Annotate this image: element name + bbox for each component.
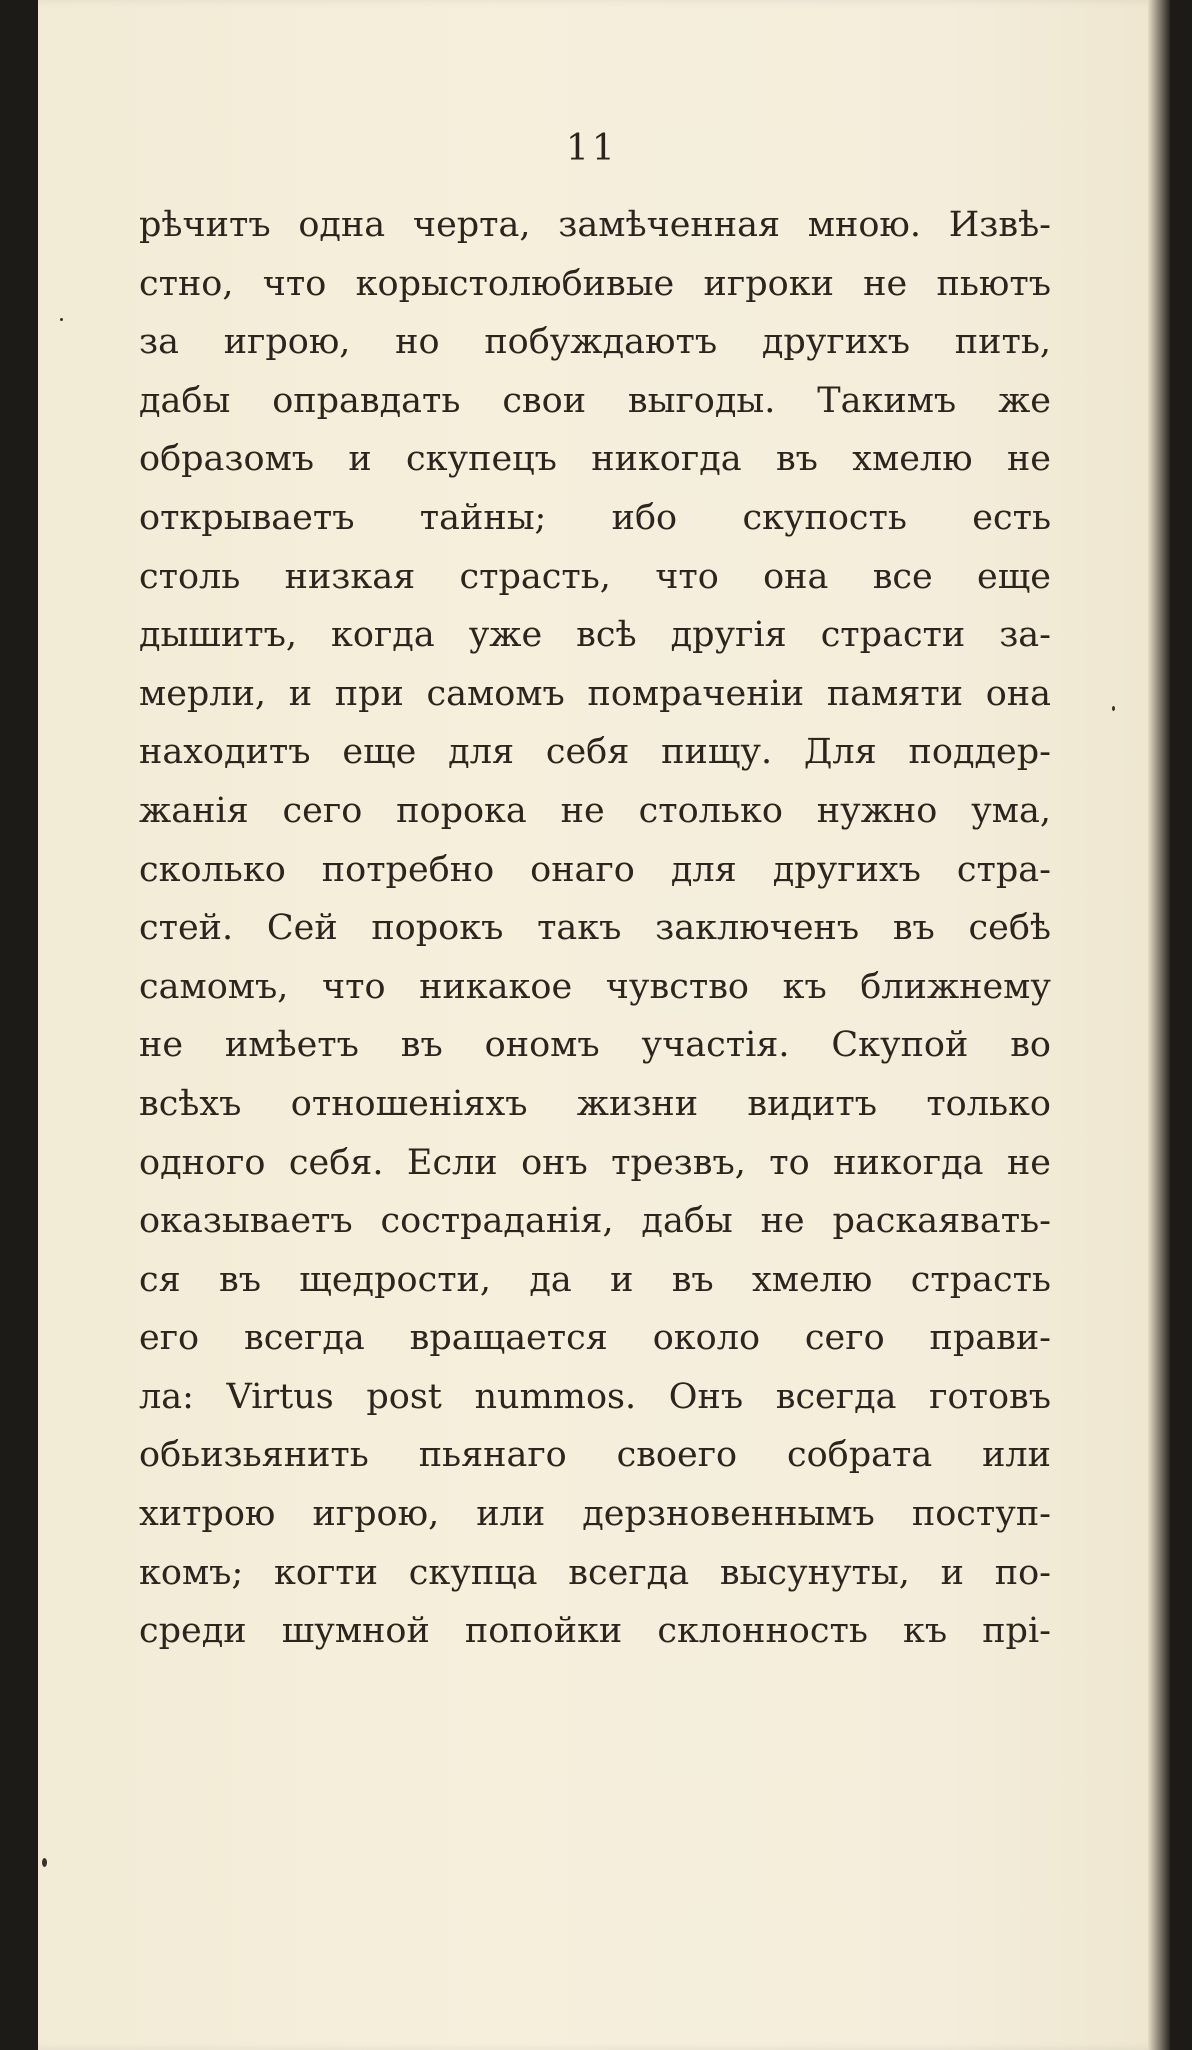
text-line: ла: Virtus post nummos. Онъ всегда готовъ	[139, 1376, 1051, 1417]
text-line: дабы оправдать свои выгоды. Такимъ же	[139, 380, 1051, 421]
text-line: открываетъ тайны; ибо скупость есть	[139, 497, 1051, 538]
text-line: стей. Сей порокъ такъ заключенъ въ себѣ	[139, 908, 1051, 949]
text-line: одного себя. Если онъ трезвъ, то никогда не	[139, 1142, 1051, 1183]
text-line: столь низкая страсть, что она все еще	[139, 556, 1051, 597]
body-text	[139, 196, 1051, 1661]
text-line: не имѣетъ въ ономъ участія. Скупой во	[139, 1025, 1051, 1066]
text-line: жанія сего порока не столько нужно ума,	[139, 790, 1051, 831]
book-page	[38, 0, 1170, 2050]
page-number: 11	[566, 128, 618, 169]
text-line: оказываетъ состраданія, дабы не раскаявать-	[139, 1201, 1051, 1242]
text-line: находитъ еще для себя пищу. Для поддер-	[139, 732, 1051, 773]
text-line: его всегда вращается около сего прави-	[139, 1318, 1051, 1359]
text-line: среди шумной попойки склонность къ прі-	[139, 1611, 1051, 1652]
ink-speck	[42, 1858, 47, 1867]
ink-speck	[60, 318, 63, 321]
text-line: дышитъ, когда уже всѣ другія страсти за-	[139, 615, 1051, 656]
text-line: ся въ щедрости, да и въ хмелю страсть	[139, 1259, 1051, 1300]
text-line: за игрою, но побуждаютъ другихъ пить,	[139, 322, 1051, 363]
text-line: комъ; когти скупца всегда высунуты, и по-	[139, 1552, 1051, 1593]
text-line: сколько потребно онаго для другихъ стра-	[139, 849, 1051, 890]
text-line: самомъ, что никакое чувство къ ближнему	[139, 966, 1051, 1007]
text-line: образомъ и скупецъ никогда въ хмелю не	[139, 439, 1051, 480]
ink-speck	[1112, 706, 1115, 711]
text-line: обьизьянить пьянаго своего собрата или	[139, 1435, 1051, 1476]
page-edge	[1148, 0, 1170, 2050]
text-line: всѣхъ отношеніяхъ жизни видитъ только	[139, 1083, 1051, 1124]
text-line: хитрою игрою, или дерзновеннымъ поступ-	[139, 1494, 1051, 1535]
text-line: мерли, и при самомъ помраченіи памяти она	[139, 673, 1051, 714]
text-line: рѣчитъ одна черта, замѣченная мною. Извѣ-	[139, 205, 1051, 245]
text-line: стно, что корыстолюбивые игроки не пьютъ	[139, 263, 1051, 304]
